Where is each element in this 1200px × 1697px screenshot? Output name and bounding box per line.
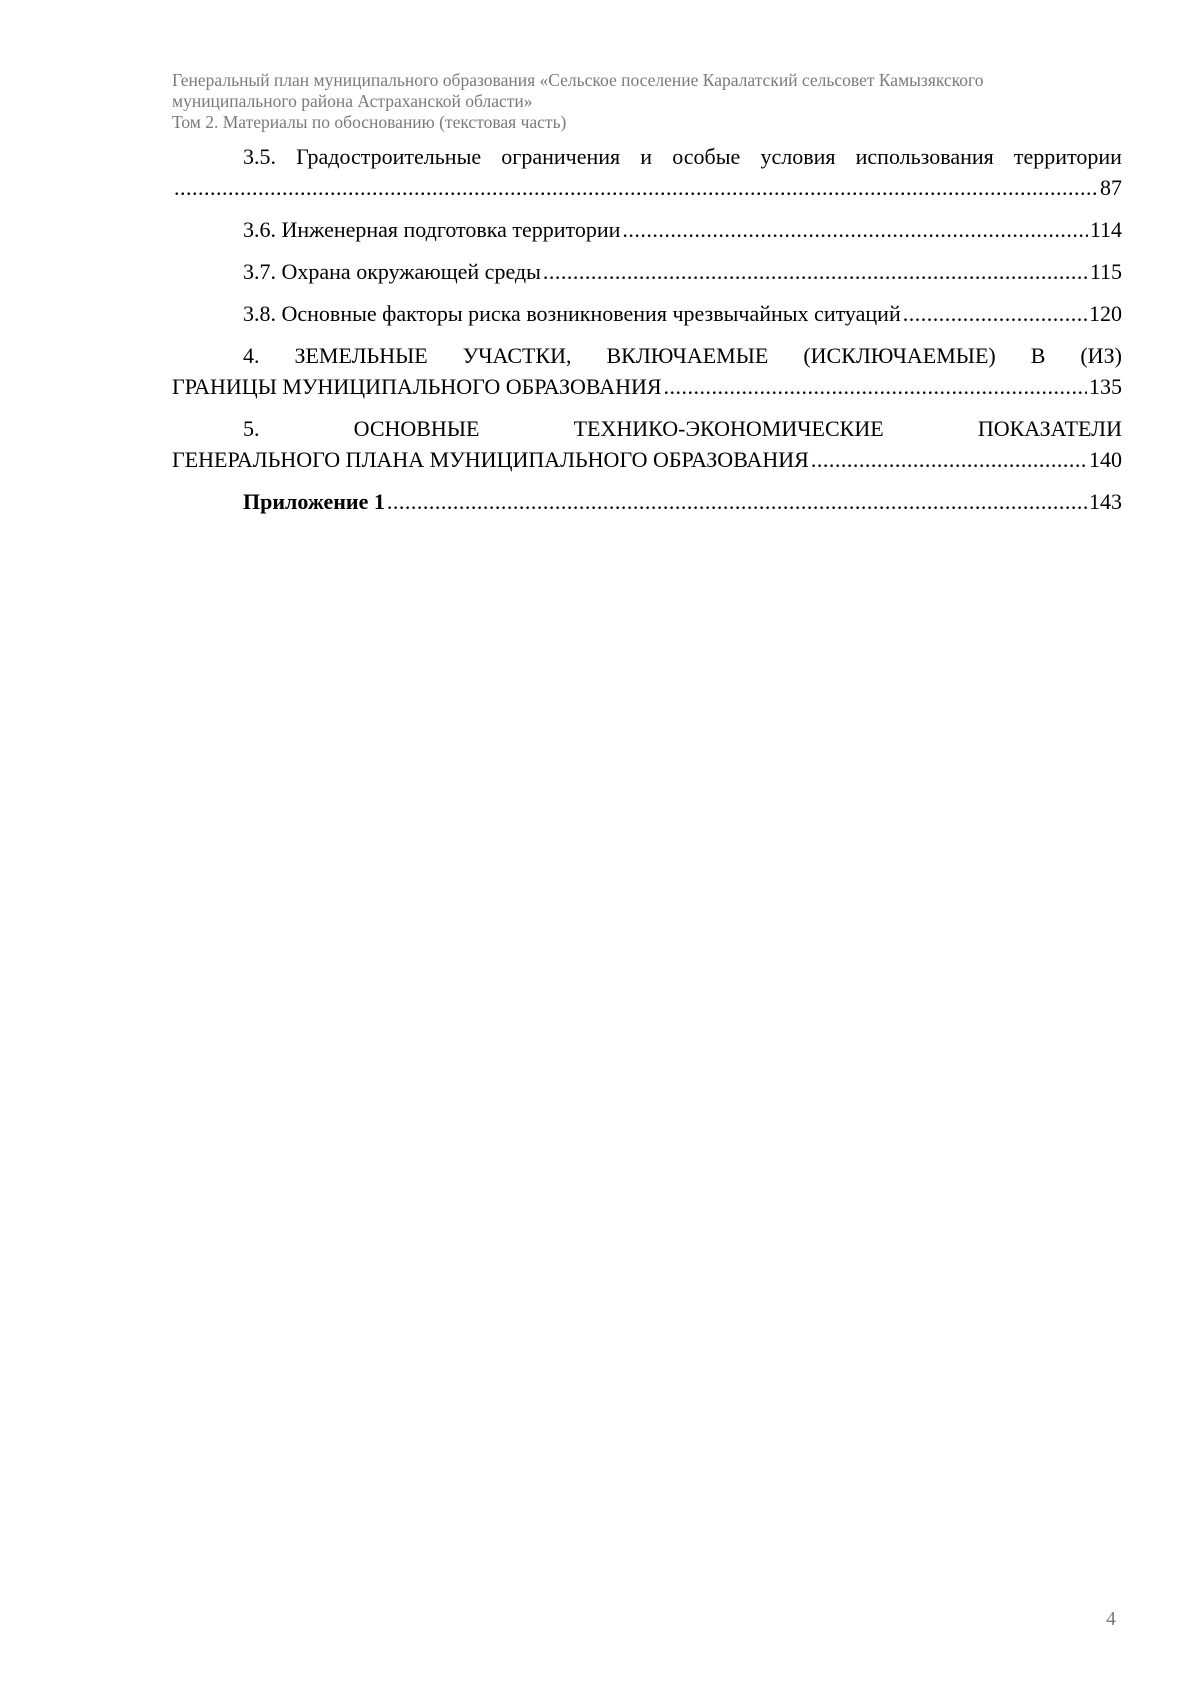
dot-leader: [543, 256, 1088, 287]
toc-word: территории: [1013, 144, 1122, 169]
toc-word: ограничения: [501, 144, 621, 169]
table-of-contents: [172, 141, 1122, 517]
dot-leader: [387, 486, 1087, 517]
header-line-2: муниципального района Астраханской области»: [172, 91, 533, 111]
toc-page-number: 120: [1089, 301, 1122, 326]
toc-entry-title: Приложение 1: [243, 489, 385, 514]
toc-entry-title-continued: ГЕНЕРАЛЬНОГО ПЛАНА МУНИЦИПАЛЬНОГО ОБРАЗОВАНИЯ: [172, 447, 809, 472]
dot-leader: [811, 444, 1087, 475]
toc-word: (ИЗ): [1080, 343, 1122, 368]
toc-entry-4-title: [172, 340, 1122, 371]
toc-word: условия: [760, 144, 836, 169]
toc-page-number: 135: [1089, 374, 1122, 399]
toc-entry-3-7[interactable]: [172, 256, 1122, 287]
toc-entry-appendix-1[interactable]: [172, 486, 1122, 517]
dot-leader: [664, 371, 1087, 402]
toc-page-number: 114: [1089, 217, 1122, 242]
toc-entry-3-6[interactable]: [172, 214, 1122, 245]
toc-word: особые: [672, 144, 741, 169]
toc-entry-5[interactable]: [172, 413, 1122, 475]
page-number: 4: [1106, 1608, 1116, 1630]
toc-word: Градостроительные: [296, 144, 482, 169]
toc-entry-title: 3.8. Основные факторы риска возникновения чрезвычайных ситуаций: [243, 301, 901, 326]
dot-leader: [903, 298, 1087, 329]
toc-word: ЗЕМЕЛЬНЫЕ: [294, 343, 428, 368]
toc-word: 4.: [243, 343, 260, 368]
header-line-1: Генеральный план муниципального образования «Сельское поселение Каралатский сельсовет Камызякского: [172, 70, 984, 90]
header-line-3: Том 2. Материалы по обоснованию (текстовая часть): [172, 112, 567, 132]
running-header: [172, 70, 1122, 133]
toc-word: ТЕХНИКО-ЭКОНОМИЧЕСКИЕ: [573, 416, 884, 441]
dot-leader: [174, 172, 1098, 203]
toc-word: (ИСКЛЮЧАЕМЫЕ): [803, 343, 996, 368]
toc-entry-title: 3.6. Инженерная подготовка территории: [243, 217, 621, 242]
toc-entry-title: 3.7. Охрана окружающей среды: [243, 259, 541, 284]
toc-word: ОСНОВНЫЕ: [353, 416, 480, 441]
toc-word: В: [1030, 343, 1046, 368]
toc-word: 5.: [243, 416, 260, 441]
toc-page-number: 87: [1100, 175, 1122, 200]
toc-entry-3-8[interactable]: [172, 298, 1122, 329]
toc-word: и: [640, 144, 653, 169]
toc-entry-4[interactable]: [172, 340, 1122, 402]
toc-entry-3-5[interactable]: [172, 141, 1122, 203]
toc-word: использования: [855, 144, 994, 169]
toc-entry-3-5-title: [172, 141, 1122, 172]
toc-entry-5-title: [172, 413, 1122, 444]
toc-page-number: 115: [1089, 259, 1122, 284]
toc-word: 3.5.: [243, 144, 276, 169]
toc-word: ВКЛЮЧАЕМЫЕ: [606, 343, 769, 368]
toc-page-number: 140: [1089, 447, 1122, 472]
dot-leader: [622, 214, 1087, 245]
toc-word: УЧАСТКИ,: [462, 343, 572, 368]
toc-page-number: 143: [1089, 489, 1122, 514]
toc-entry-title-continued: ГРАНИЦЫ МУНИЦИПАЛЬНОГО ОБРАЗОВАНИЯ: [172, 374, 662, 399]
toc-word: ПОКАЗАТЕЛИ: [977, 416, 1122, 441]
